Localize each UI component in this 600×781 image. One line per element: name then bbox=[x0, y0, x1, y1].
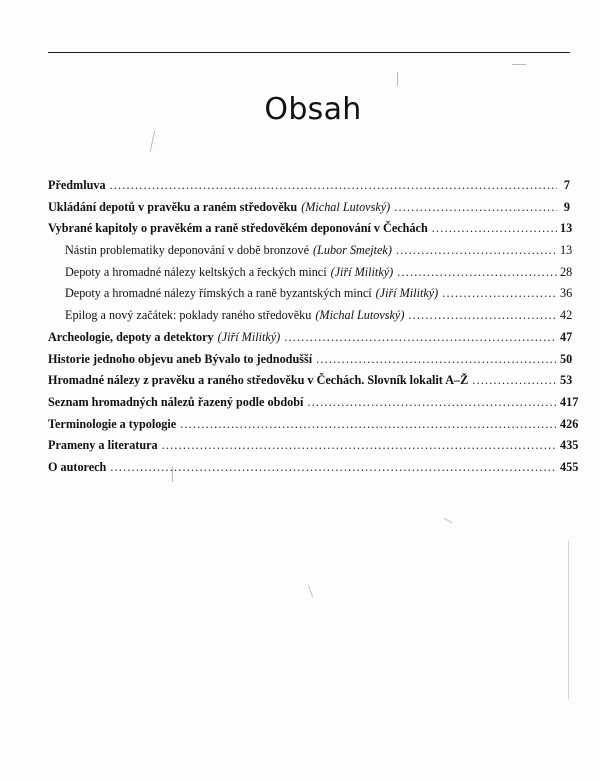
toc-entry-page: 426 bbox=[560, 416, 579, 431]
dot-leader bbox=[162, 435, 557, 457]
toc-entry-page: 7 bbox=[563, 178, 570, 192]
toc-entry[interactable] bbox=[48, 218, 573, 240]
toc-entry[interactable] bbox=[48, 197, 570, 219]
dot-leader bbox=[110, 457, 557, 479]
dot-leader bbox=[408, 305, 557, 327]
toc-entry-page: 36 bbox=[560, 286, 573, 301]
toc-entry-page: 13 bbox=[560, 221, 573, 236]
toc-entry-page: 42 bbox=[560, 308, 573, 323]
dot-leader bbox=[180, 414, 557, 436]
toc-subentry[interactable] bbox=[48, 262, 573, 284]
toc-entry-page: 435 bbox=[560, 438, 579, 453]
toc-entry[interactable] bbox=[48, 370, 573, 392]
toc-entry[interactable] bbox=[48, 435, 579, 457]
dot-leader bbox=[472, 370, 557, 392]
scan-mark bbox=[397, 72, 398, 86]
scan-mark bbox=[568, 540, 569, 700]
toc-subentry[interactable] bbox=[48, 240, 573, 262]
dot-leader bbox=[394, 197, 557, 219]
toc-entry-title: Nástin problematiky deponování v době bronzové bbox=[65, 243, 310, 258]
dot-leader bbox=[307, 392, 557, 414]
dot-leader bbox=[316, 349, 557, 371]
scan-mark bbox=[172, 466, 173, 482]
toc-entry[interactable] bbox=[48, 175, 570, 197]
toc-entry[interactable] bbox=[48, 414, 579, 436]
toc-entry-title: Předmluva bbox=[48, 178, 106, 192]
toc-subentry[interactable] bbox=[48, 305, 573, 327]
header-rule bbox=[48, 52, 570, 53]
dot-leader bbox=[442, 283, 557, 305]
toc-entry-page: 28 bbox=[560, 264, 573, 279]
toc-entry-author: (Lubor Smejtek) bbox=[313, 243, 392, 258]
toc-entry[interactable] bbox=[48, 392, 579, 414]
toc-entry-title: Archeologie, depoty a detektory bbox=[48, 329, 214, 344]
toc-entry-title: Terminologie a typologie bbox=[48, 416, 177, 431]
dot-leader bbox=[396, 240, 557, 262]
dot-leader bbox=[110, 175, 557, 197]
scan-mark bbox=[308, 585, 313, 597]
toc-entry[interactable] bbox=[48, 457, 579, 479]
toc-entry-title: Prameny a literatura bbox=[48, 438, 158, 453]
toc-entry-author: (Jiří Militký) bbox=[330, 264, 394, 279]
toc-entry-page: 417 bbox=[560, 394, 579, 409]
page-title: Obsah bbox=[264, 92, 362, 127]
toc-entry-page: 9 bbox=[563, 199, 570, 214]
toc-entry-page: 50 bbox=[560, 351, 573, 366]
toc-entry[interactable] bbox=[48, 349, 573, 371]
toc-entry-title: Ukládání depotů v pravěku a raném středověku bbox=[48, 199, 298, 214]
toc-entry-author: (Jiří Militký) bbox=[217, 329, 281, 344]
toc-entry-title: Hromadné nálezy z pravěku a raného středověku v Čechách. Slovník lokalit A–Ž bbox=[48, 373, 469, 388]
toc-entry-title: Depoty a hromadné nálezy keltských a řeckých mincí bbox=[65, 264, 327, 279]
toc-entry-page: 13 bbox=[560, 243, 573, 258]
scan-mark bbox=[443, 518, 452, 524]
toc-entry-title: Seznam hromadných nálezů řazený podle období bbox=[48, 394, 304, 409]
toc-entry-title: Epilog a nový začátek: poklady raného středověku bbox=[65, 308, 312, 323]
dot-leader bbox=[284, 327, 557, 349]
toc-entry-author: (Jiří Militký) bbox=[375, 286, 439, 301]
dot-leader bbox=[432, 218, 557, 240]
toc-entry-title: Vybrané kapitoly o pravěkém a raně středověkém deponování v Čechách bbox=[48, 221, 428, 236]
toc-entry[interactable] bbox=[48, 327, 573, 349]
toc-entry-page: 455 bbox=[560, 459, 579, 474]
toc-entry-page: 53 bbox=[560, 373, 573, 388]
dot-leader bbox=[397, 262, 557, 284]
toc-entry-author: (Michal Lutovský) bbox=[315, 308, 405, 323]
toc-entry-title: O autorech bbox=[48, 459, 107, 474]
scan-mark bbox=[150, 130, 156, 152]
scan-mark bbox=[512, 64, 526, 65]
toc-entry-page: 47 bbox=[560, 329, 573, 344]
toc-entry-title: Historie jednoho objevu aneb Bývalo to jednodušší bbox=[48, 351, 313, 366]
toc-subentry[interactable] bbox=[48, 283, 573, 305]
table-of-contents bbox=[48, 175, 579, 479]
toc-entry-title: Depoty a hromadné nálezy římských a raně byzantských mincí bbox=[65, 286, 372, 301]
toc-entry-author: (Michal Lutovský) bbox=[301, 199, 391, 214]
